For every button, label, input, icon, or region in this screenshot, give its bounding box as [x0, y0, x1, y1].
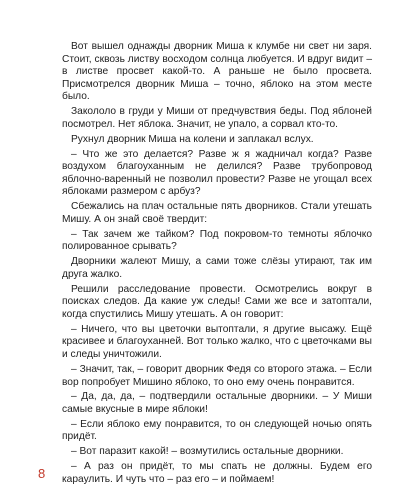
paragraph: – Если яблоко ему понравится, то он следующей ночью опять придёт. — [62, 418, 372, 443]
paragraph: Закололо в груди у Миши от предчувствия беды. Под яблоней посмотрел. Нет яблока. Значит, не упало, а сорвал кто-то. — [62, 106, 372, 130]
paragraph: Решили расследование провести. Осмотрелись вокруг в поисках следов. Да какие уж следы! Сами же все и затоптали, когда спустились Мишу утешать. А он говорит: — [62, 283, 372, 320]
paragraph: – Значит, так, – говорит дворник Федя со второго этажа. – Если вор попробует Мишино яблоко, то оно ему очень понравится. — [62, 363, 372, 388]
paragraph: – Да, да, да, – подтвердили остальные дворники. – У Миши самые вкусные в мире яблоки! — [62, 391, 372, 415]
paragraph: – А раз он придёт, то мы спать не должны. Будем его караулить. И чуть что – раз его – и поймаем! — [62, 461, 372, 485]
paragraph: Сбежались на плач остальные пять дворников. Стали утешать Мишу. А он знай своё твердит: — [62, 201, 372, 225]
paragraph: Вот вышел однажды дворник Миша к клумбе ни свет ни заря. Стоит, сквозь листву восходом солнца любуется. И вдруг видит – в листве просвет какой-то. А раньше не было просвета. Присмотрелся дворник Миша – точно, яблоко на этом месте было. — [62, 41, 372, 103]
paragraph: Дворники жалеют Мишу, а сами тоже слёзы утирают, так им друга жалко. — [62, 256, 372, 280]
paragraph: – Ничего, что вы цветочки вытоптали, я другие высажу. Ещё красивее и благоуханней. Вот только жалко, что с цветочками вы и следы уничтожили. — [62, 323, 372, 361]
page-number: 8 — [38, 466, 46, 481]
paragraph: – Вот паразит какой! – возмутились остальные дворники. — [71, 446, 344, 458]
story-text — [62, 41, 372, 489]
paragraph: – Что же это делается? Разве ж я жадничал когда? Разве воздухом благоуханным не делился? Разве трубопровод яблочно-варенный не позволил провести? Разве не угощал всех яблоками размером с арбуз? — [62, 148, 372, 198]
paragraph: – Так зачем же тайком? Под покровом-то темноты яблочко полированное срывать? — [62, 228, 372, 253]
paragraph: Рухнул дворник Миша на колени и заплакал вслух. — [71, 133, 314, 145]
